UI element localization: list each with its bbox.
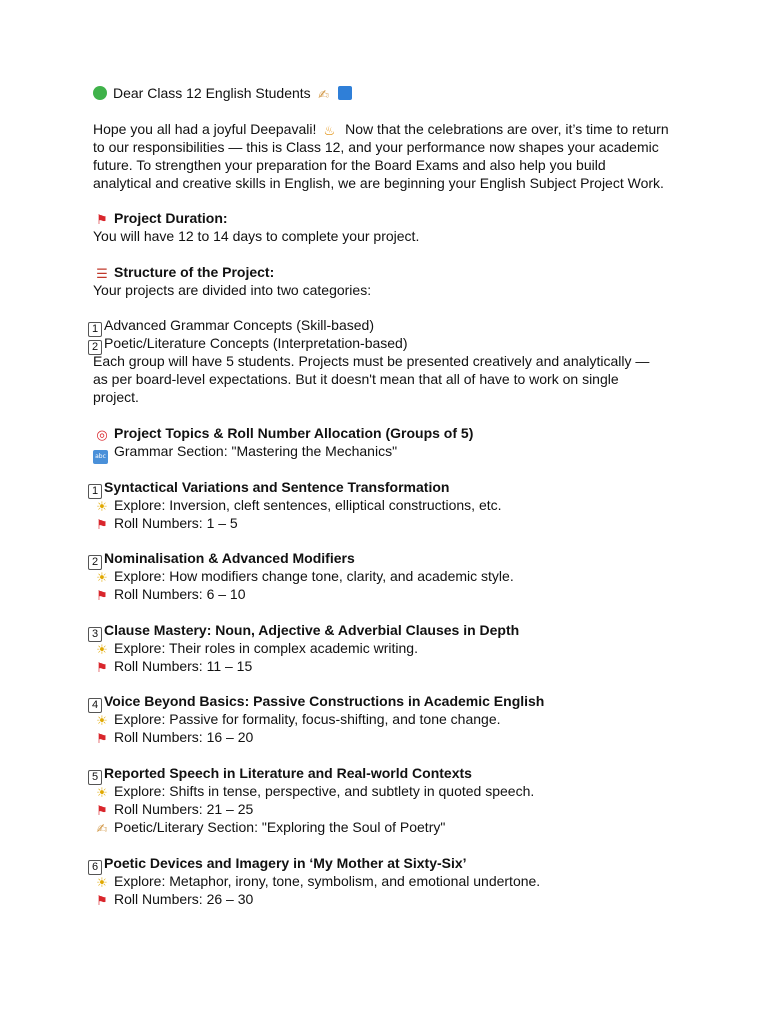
topic-explore: Explore: How modifiers change tone, clarity, and academic style. <box>114 568 514 585</box>
topic-title: Reported Speech in Literature and Real-world Contexts <box>104 764 472 781</box>
structure-note-2: as per board-level expectations. But it doesn't mean that all of have to work on single <box>93 371 619 388</box>
keycap-5-icon: 5 <box>88 770 102 785</box>
topic-title: Clause Mastery: Noun, Adjective & Adverbial Clauses in Depth <box>104 621 520 638</box>
keycap-6-icon: 6 <box>88 860 102 875</box>
duration-heading: Project Duration: <box>114 210 228 227</box>
topic-explore-line <box>0 496 768 514</box>
topics-heading-line <box>0 424 768 442</box>
intro-line-2: to our responsibilities — this is Class 12, and your performance now shapes your academic <box>93 138 659 155</box>
intro-line-1 <box>0 120 768 138</box>
keycap-2-icon: 2 <box>88 340 102 355</box>
topic-title: Voice Beyond Basics: Passive Constructions in Academic English <box>104 693 545 710</box>
topic-title-line <box>0 549 768 567</box>
structure-note-3: project. <box>93 389 139 406</box>
topic-rolls-line <box>0 728 768 746</box>
pushpin-icon: ⚑ <box>96 517 108 533</box>
topic-title: Poetic Devices and Imagery in ‘My Mother at Sixty-Six’ <box>104 854 467 871</box>
target-icon: ◎ <box>96 427 108 443</box>
topic-explore-line <box>0 782 768 800</box>
structure-note-1: Each group will have 5 students. Projects must be presented creatively and analytically — <box>93 353 650 370</box>
greeting-line <box>0 84 768 102</box>
structure-heading-line <box>0 263 768 281</box>
greeting-text: Dear Class 12 English Students <box>113 85 311 101</box>
topic-rolls: Roll Numbers: 21 – 25 <box>114 800 254 817</box>
lightbulb-icon: ☀ <box>96 499 108 515</box>
topic-title: Nominalisation & Advanced Modifiers <box>104 550 355 567</box>
lightbulb-icon: ☀ <box>96 571 108 587</box>
grammar-section-label: Grammar Section: "Mastering the Mechanics" <box>114 442 398 459</box>
structure-heading: Structure of the Project: <box>114 263 275 280</box>
writing-hand-icon: ✍ <box>96 821 108 837</box>
topic-explore: Explore: Inversion, cleft sentences, elliptical constructions, etc. <box>114 496 502 513</box>
pushpin-icon: ⚑ <box>96 893 108 909</box>
topic-rolls: Roll Numbers: 6 – 10 <box>114 586 246 603</box>
topic-rolls-line <box>0 657 768 675</box>
keycap-2-icon: 2 <box>88 555 102 570</box>
topic-explore-line <box>0 639 768 657</box>
grammar-section-line <box>0 442 768 460</box>
intro-line-4: analytical and creative skills in English, we are beginning your English Subject Project Work. <box>93 174 664 191</box>
topics-heading: Project Topics & Roll Number Allocation (Groups of 5) <box>114 424 474 441</box>
lightbulb-icon: ☀ <box>96 785 108 801</box>
structure-text: Your projects are divided into two categories: <box>93 281 372 298</box>
pushpin-icon: ⚑ <box>96 660 108 676</box>
topic-explore-line <box>0 710 768 728</box>
lightbulb-icon: ☀ <box>96 875 108 891</box>
pushpin-icon: ⚑ <box>96 803 108 819</box>
topic-title: Syntactical Variations and Sentence Transformation <box>104 478 450 495</box>
pushpin-icon: ⚑ <box>96 213 108 229</box>
topic-title-line <box>0 621 768 639</box>
keycap-3-icon: 3 <box>88 627 102 642</box>
topic-rolls-line <box>0 800 768 818</box>
category-label: Advanced Grammar Concepts (Skill-based) <box>104 317 374 334</box>
duration-text: You will have 12 to 14 days to complete your project. <box>93 228 420 245</box>
category-item <box>0 334 768 352</box>
intro-line-3: future. To strengthen your preparation for the Board Exams and also help you build <box>93 156 606 173</box>
abc-icon: abc <box>93 450 108 464</box>
topic-rolls: Roll Numbers: 26 – 30 <box>114 890 254 907</box>
topic-explore: Explore: Their roles in complex academic writing. <box>114 639 418 656</box>
books-icon: ☰ <box>96 266 108 282</box>
keycap-1-icon: 1 <box>88 322 102 337</box>
topic-rolls-line <box>0 890 768 908</box>
keycap-4-icon: 4 <box>88 698 102 713</box>
green-circle-icon <box>93 86 107 100</box>
lightbulb-icon: ☀ <box>96 714 108 730</box>
pushpin-icon: ⚑ <box>96 732 108 748</box>
topic-title-line <box>0 692 768 710</box>
blue-book-icon <box>338 86 352 100</box>
topic-explore: Explore: Metaphor, irony, tone, symbolism, and emotional undertone. <box>114 872 541 889</box>
document-body <box>0 84 768 908</box>
intro-text-1a: Hope you all had a joyful Deepavali! <box>93 120 317 137</box>
intro-text-1b: Now that the celebrations are over, it’s time to return <box>345 120 669 137</box>
poetic-section-label: Poetic/Literary Section: "Exploring the Soul of Poetry" <box>114 818 446 835</box>
topic-title-line <box>0 764 768 782</box>
topic-title-line <box>0 478 768 496</box>
lightbulb-icon: ☀ <box>96 642 108 658</box>
topic-rolls: Roll Numbers: 1 – 5 <box>114 514 238 531</box>
topic-rolls: Roll Numbers: 16 – 20 <box>114 729 254 746</box>
topic-explore-line <box>0 872 768 890</box>
topic-explore-line <box>0 567 768 585</box>
pushpin-icon: ⚑ <box>96 589 108 605</box>
topic-rolls-line <box>0 585 768 603</box>
writing-hand-icon: ✍ <box>318 88 330 103</box>
topic-rolls-line <box>0 514 768 532</box>
topic-explore: Explore: Passive for formality, focus-shifting, and tone change. <box>114 711 501 728</box>
topic-rolls: Roll Numbers: 11 – 15 <box>114 657 253 674</box>
diya-lamp-icon: ♨ <box>323 123 336 139</box>
duration-heading-line <box>0 209 768 227</box>
poetic-section-line <box>0 818 768 836</box>
topic-explore: Explore: Shifts in tense, perspective, and subtlety in quoted speech. <box>114 782 535 799</box>
keycap-1-icon: 1 <box>88 484 102 499</box>
category-item <box>0 316 768 334</box>
topic-title-line <box>0 854 768 872</box>
category-label: Poetic/Literature Concepts (Interpretation-based) <box>104 335 408 352</box>
